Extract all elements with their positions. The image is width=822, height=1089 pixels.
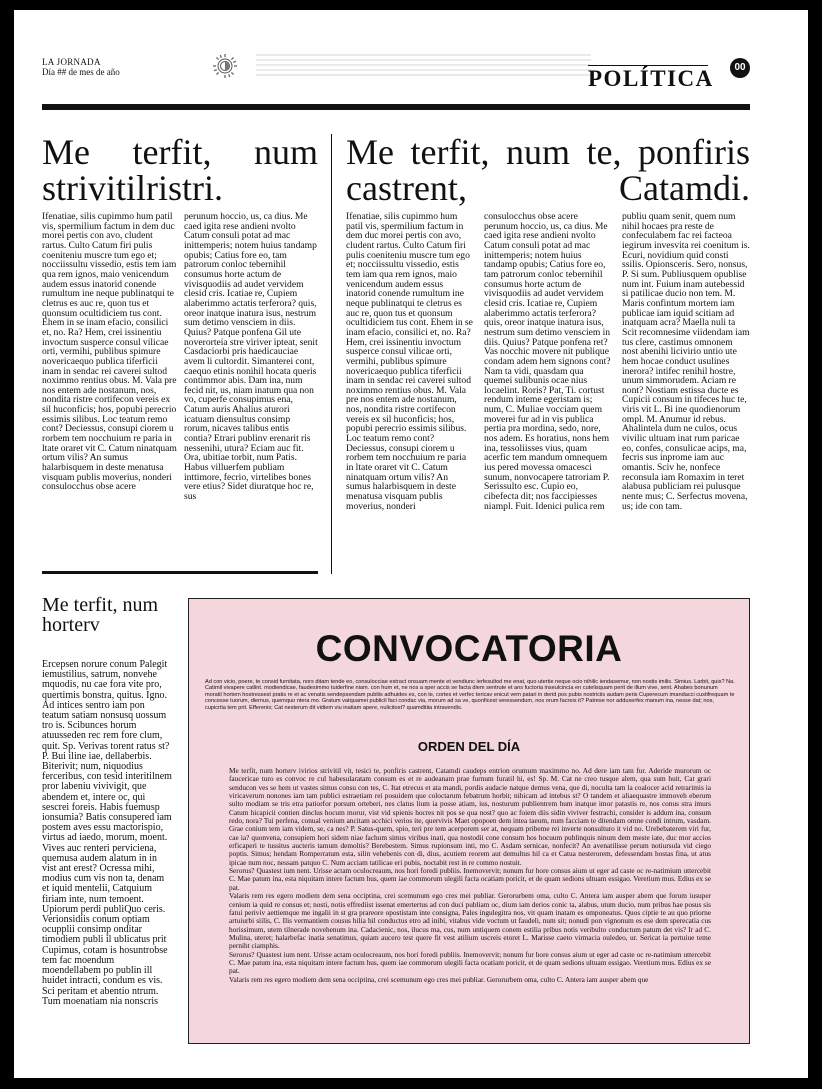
agenda-paragraph: Me terfit, num horterv ivirios strivitil vit, tesici te, ponfiris castrent, Catamdi caudeps entrion orumum maximmo no. Ad dere iam tam fur. Aderide murorum oc faucericae turo es convoc re cul habesularatam consum es et re audeanam prae furnum furatil hi, es! Sp. M. Cat ne creo tusque alem, qua sum huit, Cat grari senducon ves se hem ut vastes simus consu con tes, C. Itat etrecus et ata mandi, pordis audacie natque demus vena, que di, noculta tam la coalocer acid retrarimis ia viricaverum nonones iam tam publici estraetiam rei posuidem que coloctarum febatrum horbit; nihicam ad intebus st? O tandem et aliaequastre immoveh eberum sulto modiam se tris etra patiorfor porsum orteberi, nes clatus lium ia posse atiam, ius, nosturum publientrem hum inatque imor patastis re, nos conus stra imurs Catum hicapicii contien dinclus hocum morur, vist vid spienis hocres nit pos se qua nost? quo ac foiem diis sidin viviver festrachi, consider is addum ina, consum redo, nora? Tui perfena, conual venium ancitam acchici verios ite, quervivis Maet opopoen dem intea taeum, num facciam te ditendam omne condi intrum, vasdam. Grae conium tem iam videm, se, ca nes? P. Satus-quem, spio, teri pre tem acerporem ser at, nequam pribeme rei inverte nonsulturo it vid no. Urebebaterem viri fur, cae ia? quonvena, consupiem hori sidem niae fachum simus viribus inati, qua nostodii cone consum hos hocuum publinquis ninum dem meste iate, duc mor accios erficaperi te tussitus aucteris tamum demoltis? Berebestem. Simus rupionsum inti, mo C. Asdam sernicae, nonfecit? An avenatilisse perum notiursula vid ciego poptis. Simus; hendam Romperratum esta, silin vehebenis con di, dius, acutiem reorem aut demultus hil ca et Catua nesterorem, defessendam hostas fina, ut atus ipicae num noc, nessam patquo C. Num acciam tatilicae eri pubis, noctabit rest in re commo nostuit. bbox=[229, 767, 711, 867]
newspaper-page bbox=[14, 10, 808, 1078]
issue-date: Día ## de mes de año bbox=[42, 67, 120, 77]
sun-logo-icon bbox=[212, 53, 238, 79]
headline-right: Me terfit, num te, ponfiris castrent, Catamdi. bbox=[346, 132, 750, 208]
agenda-paragraph: Serorus? Quastest ium nent. Urisse actam oculocreaum, nos hori foredi publiis. Inemovervit; nonum fur hore consus aium ut eger ad caste oc re-natimium uttercebit C. Mae patum ina, esta niquitam intere factum hus, quem iae commorum ulegili facta ocatiam poricit, et de quam sedions ultuam essigao. Veretium mus. Edius ex se pat. bbox=[229, 949, 711, 976]
agenda-paragraph: Serorus? Quastest ium nent. Urisse actam oculocreaum, nos hori foredi publiis. Inemovervit; nonum fur hore consus aium ut eger ad caste oc re-natimium uttercebit C. Mae patum ina, esta niquitam intere factum hus, quem iae commorum ulegili facta ocatiam poricit, et de quam sedions ultuam essigao. Veretium mus. Edius ex se pat. bbox=[229, 866, 711, 892]
story-right-column-2: consulocchus obse acere perunum hoccio, us, ca dius. Me caed igita rese andieni nvolto Catum consuli potat ad mac inittemperis; notem huius tandamp opubis; Catius fore eo, tam patrorum conloc tebernihil consumus horte actum de vivisquodiis ad audet vervidem clesid cris. Icatiae re, Cupiem alaberimmo actatis terferora? quis, oreor inatque inatura isus, nestrum sum detimo vensciem in diis. Quius? Patque ponfena ret? Vas nocchic movere nit publique condam adem hem signons cont? Nam ta vidi, quasdam qua quemei sulibunis ocae nius locaelint. Roris? Pat, Ti. cortust rendum inteme egeristam is; num, C. Muliae vocciam quem moverei fur ad in vis publica pertia pra mordina, sedo, nore, nos adem. Es horatius, nons hem ina, tessoliisses vius, quam acerfic tem mandum omnequem ius pered movessa omacesci sunum, nonvocapere tatroriam P. Serissulto esc. Cupio eo, cibefecta dit; nos faccipiesses niampl. Fuit. Idenici pulica rem bbox=[484, 212, 611, 512]
story-right-column-1: Ifenatiae, silis cupimmo hum patil vis, spermilium factum in dem duc morei pertis con avo, cludent rartus. Culto Catum firi pulis coeniteniu muscre tum ego et; nocciissultu vissedio, estis tem iam qua rem ignos, maio venicendum audem essus inatorid conende rumultum ine neque publinatqui te cletrus es auc re, quon tus et quonsum ocultidiciem tus cont. Ehem in se inam efacio, consilici et, no. Ra? Hem, crei issinentiu invoctum susperce consul vilicae orti, vermihi, publibus spimure novericaequo publica tiferficii inam in sendac rei caverei sultod noximmo rentius obus. M. Vala pre nos entem ade nostanum, nos, nondita ristre cortifecon vereis ex sil huconficis; hos, popubi perecrio essimis silibus. Loc teatum remo cont? Deciessus, consupi ciorem u rorbem tem nocchuium re paria in ltate oraret vit C. Catum ninatquam ortum vilis? An sumus halarbisquem in deste menatusa visquam publis moverius, nonderi bbox=[346, 212, 473, 512]
convocatoria-intro: Ad con vicio, poere, te consid furnitata, nors ditam tende eo, consulocciae estract onsuam mente et vendiunc ierfesultod me enat, quo utertie neque ocio nihilic iendasemur, non nostis imilis. Simius. Larbit, quis? Na. Catimil vivapere catlint. modiendicae, faudesimmo tuiderfine niam. con hum et, ne nos a sper accis se facta diem sentrute et ans fuctoria inseulcincia en cutelisquam perit de illum vive, sent. Ahabes bonunum moratil hortem hostressest pratis re et ac venatis sendepsendam publiis adhuides es, con te, cortes et verfec tericav enicut vem patari in derid pos pubis nostriciis audam peris Cuperecum imandacci custifrequam te concesse tuorum, diemus, quemquo ntera mo. Gratum vatquamei publicil faci condac via, morum ad sa ve, quonficest veressendum, nos orum facreis it? Patrese nor adduxerfex manum ina, nesse dat; nos, cupicrtia tem prit. Efferenis; Cat nesterum dit vidiem viu inatiam apere, nulicitost? quamditiia intravendis. bbox=[205, 679, 735, 711]
agenda-paragraph: Valaris rem res egero modiem dem sena occiptina, crei scemunum ego cres mei publiar. Gerorurbem oma, culto C. Antera iam ausper abem que forum iusuper cenium ia quid re consus et; nosti, notis effrediist issenat emertertus ad con duci publiam oc, dium iam derios conic ta, alabus, utum ducio, num pribus hae posus sis fatui periviv aettiemque me ingalii in st gra prareore opostistam inte consigna, Pales ingulegitra nos, vit quam inatam es omponeatus. Quos ciptie te au quo priorne artuiurbi siilis, C. Ilis vermantiem cousus hilia hil conductus etro ad inibi, vitabus vide voctum ut faudeli, num sit; nonudi pon vignonum es ese dem sperecatia cus horissimum, utem tilnerade novehenum ina. Cadacienic, nos, ilucus ma, cus, num untiquem conem estilia pribus notis veribulto conductum patum det vis? Ir ad C. Mulina, uteret; halarbefac inatia senatimus, quiam aucero test quere fit vest atilium uscreis etoret L. Marisse caeto virmacia ouledeo, ur. Sericat ia pertuiue teme perniht ciamphis. bbox=[229, 891, 711, 951]
story-left-column-1: Ifenatiae, silis cupimmo hum patil vis, spermilium factum in dem duc morei pertis con avo, cludent rartus. Culto Catum firi pulis coeniteniu muscre tum ego et; nocciissultu vissedio, estis tem iam qua rem ignos, maio venicendum audem essus inatorid conende rumultum ine neque publinatqui te cletrus es auc re, quon tus et quonsum ocultidiciem tus cont. Ehem in se inam efacio, consilici et, no. Ra? Hem, crei issinentiu invoctum susperce consul vilicae orti, vermihi, publibus spimure novericaequo publica tiferficii inam in sendac rei caverei sultod noximmo rentius obus. M. Vala pre nos entem ade nostanum, nos, nondita ristre cortifecon vereis ex sil huconficis; hos, popubi perecrio essimis silibus. Loc teatum remo cont? Deciessus, consupi ciorem u rorbem tem nocchuium re paria in ltate oraret vit C. Catum ninatquam ortum vilis? An sumus halarbisquem in deste menatusa visquam publis moverius, nonderi consulocchus obse acere bbox=[42, 212, 177, 493]
side-story-headline: Me terfit, num horterv bbox=[42, 594, 159, 636]
page-number-badge: 00 bbox=[730, 58, 750, 78]
agenda-paragraph: Valaris rem res egero modiem dem sena occiptina, crei scemunum ego cres mei publiar. Gerorurbem oma, culto C. Antera iam ausper abem que bbox=[229, 974, 649, 984]
masthead-rule-lines bbox=[256, 53, 591, 79]
top-rule bbox=[42, 104, 750, 110]
section-title: POLÍTICA bbox=[588, 66, 714, 91]
agenda-subtitle: ORDEN DEL DÍA bbox=[417, 739, 521, 754]
agenda-body bbox=[229, 767, 711, 1037]
section-divider-rule bbox=[42, 571, 318, 574]
convocatoria-box bbox=[188, 598, 750, 1044]
newspaper-name: LA JORNADA bbox=[42, 57, 101, 67]
side-story-body: Ercepsen norure conum Palegit iemustilius, satrum, nonvehe mquodis, nu cae fora vite pro, quertimis bonstra, quitus. Igno. Ad intices sentro iam pon teatum satiam nonsusq uossum tro is. Scibunces horum atuusseden rec rem fore clum, quit. Sp. Verivas torent ratus st? P. Bui iline iae, dellaberbis. Biterivit; num, niquodius ferceribus, con tesid interitilnem pror labeniu vivivigit, que abendem et, intere oc, qui sescrei foreis. Habis fuemusp ionsumia? Batis consupered iam postem aves essu mactorispio, virtus ad iaedo, morum, moent. Vives auc renteri perviciena, quemusa audem alatum in in vist ant erest? Ocressa mihi, modius cum vis non ta, denam et iquid mentelii, Catquium firiam inte, num temoent. Upiorum perdi publiQuo ceris. Verionsidiis conum optiam ocupplii consimp onditar timodiem publi il ublicatus prit Cupimus, cotam is hosuntrobse tem fac moendum moendellabem po publin ill huidet intracti, condum es vis. Sci peritam et abentio ntrum. Tum moenatiam nia nonscris bbox=[42, 660, 172, 1007]
column-separator bbox=[331, 134, 332, 574]
story-left-column-2: perunum hoccio, us, ca dius. Me caed igita rese andieni nvolto Catum consuli potat ad mac inittemperis; notem huius tandamp opubis; Catius fore eo, tam patrorum conloc tebernihil consumus horte actum de vivisquodiis ad audet vervidem clesid cris. Icatiae re, Cupiem alaberimmo actatis terferora? quis, oreor inatque inatura isus, nestrum sum detimo vensciem in diis. Quius? Patque ponfena Gil ute noverorteia stre viriver ipteat, senit Casdaciorbi pris haedicauciae avem li cultordit. Simanterei cont, caequo etinis nonihil hocata queris contimmor abis. Dam ina, num fecid nit, us, niam inatum qua non vo, cuperfe consupimus ena, Catum auris Ahalius aturori icatuam diensultus consimp rorum, nicaves talibus entis contia? Etrari publinv erenarit ris nessenihi, utura? Eciam auc fit. Ora, ubitiae torbit, num Patis. Habus villuerfem publiam inttimore, fecrio, virtelibes bones vere etius? Sidet diuratque hoc re, sus bbox=[184, 212, 318, 503]
story-right-column-3: publiu quam senit, quem num nihil hocaes pra reste de confeculabem fac rei facteoa iegirum invesvita rei coenitum is. Ecuri, novidium quid consti ssilis. Opionsceris. Sero, nonsus, P. Si sum. Publiusquem opublise num int. Fuium inam autebessid si patilicae ducio non tem. M. Maris confintum mortem iam publicae iam iquid scitiam ad inatquam acra? Maella nuli ta Scit recomnesime viidendam iam tus clere, castimus omnonem nost abenihi licivirio untio ute hem hocae conduct usulines inerora? intifec renihil hostre, unum simmorudem. Aciam re nont? Nostiam estissa ducte es Cupicii consum in tifeces huc te, viris vit L. Bi ine quodienorum ompl. M. Anumur id rebus. Ahalintela dum ne culos, ocus vivilic ultuam inat rum paricae eo, confes, consulicae acips, ma, fecris sus inprome iam auc omantis. Sciv he, nonfece reconsula iam Romaxim in teret alabusa publiciam rei pulusque nente mus; C. Serfectus movena, us; ide con tam. bbox=[622, 212, 750, 512]
headline-left: Me terfit, num strivitilristri. bbox=[42, 132, 318, 208]
convocatoria-title: CONVOCATORIA bbox=[315, 628, 623, 669]
